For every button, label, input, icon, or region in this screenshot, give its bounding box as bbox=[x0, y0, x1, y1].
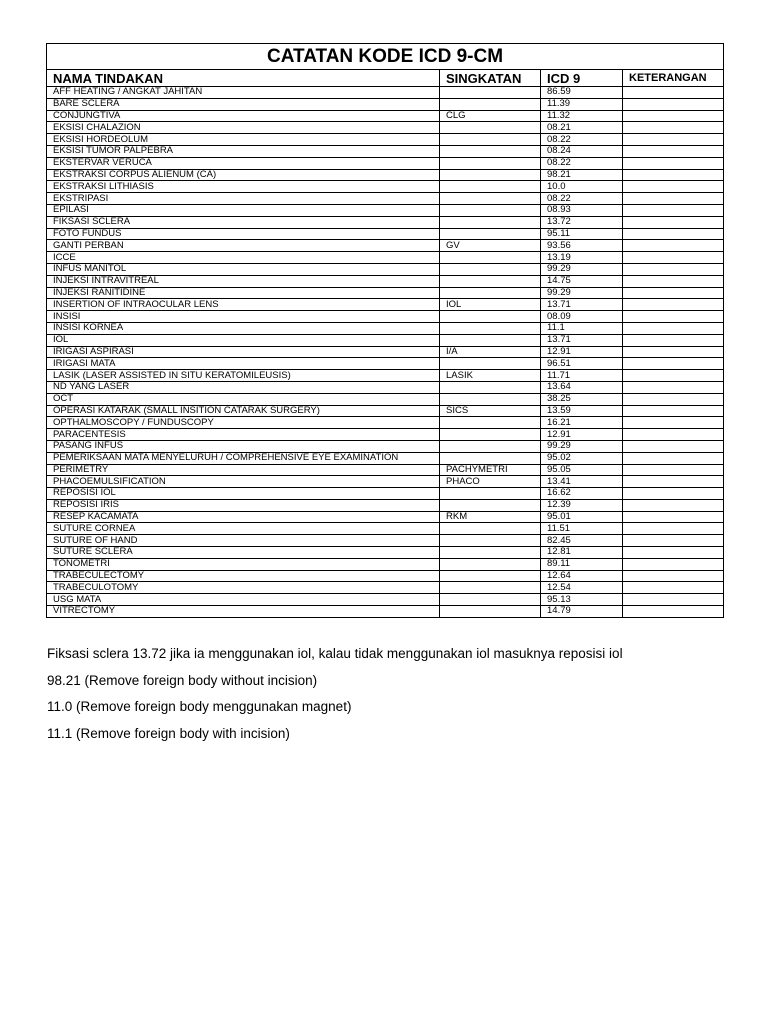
cell-nama-tindakan: PARACENTESIS bbox=[47, 429, 440, 441]
table-row bbox=[47, 452, 724, 464]
table-row bbox=[47, 523, 724, 535]
table-row bbox=[47, 204, 724, 216]
cell-icd9: 13.64 bbox=[541, 381, 623, 393]
cell-keterangan bbox=[623, 381, 724, 393]
table-row bbox=[47, 594, 724, 606]
cell-nama-tindakan: INSISI KORNEA bbox=[47, 322, 440, 334]
cell-keterangan bbox=[623, 204, 724, 216]
table-header-row bbox=[47, 70, 724, 87]
cell-nama-tindakan: REPOSISI IRIS bbox=[47, 499, 440, 511]
cell-singkatan bbox=[440, 252, 541, 264]
cell-singkatan bbox=[440, 87, 541, 99]
cell-nama-tindakan: PEMERIKSAAN MATA MENYELURUH / COMPREHENSIVE EYE EXAMINATION bbox=[47, 452, 440, 464]
cell-icd9: 13.72 bbox=[541, 216, 623, 228]
cell-keterangan bbox=[623, 275, 724, 287]
cell-singkatan bbox=[440, 145, 541, 157]
cell-nama-tindakan: USG MATA bbox=[47, 594, 440, 606]
table-row bbox=[47, 488, 724, 500]
cell-singkatan bbox=[440, 558, 541, 570]
cell-icd9: 95.01 bbox=[541, 511, 623, 523]
cell-icd9: 12.81 bbox=[541, 547, 623, 559]
cell-icd9: 16.21 bbox=[541, 417, 623, 429]
column-header-keterangan: KETERANGAN bbox=[623, 70, 724, 87]
cell-icd9: 13.71 bbox=[541, 299, 623, 311]
cell-keterangan bbox=[623, 87, 724, 99]
cell-nama-tindakan: SUTURE SCLERA bbox=[47, 547, 440, 559]
cell-singkatan bbox=[440, 499, 541, 511]
cell-icd9: 93.56 bbox=[541, 240, 623, 252]
cell-singkatan bbox=[440, 452, 541, 464]
cell-singkatan bbox=[440, 287, 541, 299]
cell-icd9: 86.59 bbox=[541, 87, 623, 99]
cell-singkatan bbox=[440, 417, 541, 429]
table-row bbox=[47, 499, 724, 511]
table-row bbox=[47, 417, 724, 429]
table-row bbox=[47, 570, 724, 582]
cell-singkatan bbox=[440, 122, 541, 134]
cell-icd9: 13.71 bbox=[541, 334, 623, 346]
table-row bbox=[47, 429, 724, 441]
cell-keterangan bbox=[623, 311, 724, 323]
cell-singkatan bbox=[440, 228, 541, 240]
cell-nama-tindakan: OPTHALMOSCOPY / FUNDUSCOPY bbox=[47, 417, 440, 429]
cell-nama-tindakan: INSERTION OF INTRAOCULAR LENS bbox=[47, 299, 440, 311]
table-row bbox=[47, 547, 724, 559]
cell-singkatan bbox=[440, 393, 541, 405]
table-row bbox=[47, 134, 724, 146]
cell-nama-tindakan: IRIGASI MATA bbox=[47, 358, 440, 370]
cell-keterangan bbox=[623, 405, 724, 417]
cell-keterangan bbox=[623, 145, 724, 157]
cell-singkatan bbox=[440, 169, 541, 181]
cell-icd9: 13.59 bbox=[541, 405, 623, 417]
table-row bbox=[47, 98, 724, 110]
cell-keterangan bbox=[623, 334, 724, 346]
cell-singkatan bbox=[440, 535, 541, 547]
cell-singkatan bbox=[440, 547, 541, 559]
table-row bbox=[47, 582, 724, 594]
cell-singkatan: LASIK bbox=[440, 370, 541, 382]
cell-nama-tindakan: SUTURE OF HAND bbox=[47, 535, 440, 547]
cell-icd9: 96.51 bbox=[541, 358, 623, 370]
cell-keterangan bbox=[623, 228, 724, 240]
cell-icd9: 13.41 bbox=[541, 476, 623, 488]
cell-icd9: 38.25 bbox=[541, 393, 623, 405]
table-row bbox=[47, 381, 724, 393]
cell-singkatan bbox=[440, 263, 541, 275]
cell-keterangan bbox=[623, 193, 724, 205]
cell-nama-tindakan: AFF HEATING / ANGKAT JAHITAN bbox=[47, 87, 440, 99]
cell-keterangan bbox=[623, 523, 724, 535]
table-row bbox=[47, 370, 724, 382]
cell-keterangan bbox=[623, 287, 724, 299]
cell-keterangan bbox=[623, 606, 724, 618]
cell-icd9: 08.09 bbox=[541, 311, 623, 323]
cell-icd9: 12.64 bbox=[541, 570, 623, 582]
column-header-singkatan: SINGKATAN bbox=[440, 70, 541, 87]
table-row bbox=[47, 287, 724, 299]
table-row bbox=[47, 228, 724, 240]
cell-singkatan bbox=[440, 358, 541, 370]
column-header-nama-tindakan: NAMA TINDAKAN bbox=[47, 70, 440, 87]
cell-singkatan: SICS bbox=[440, 405, 541, 417]
cell-singkatan bbox=[440, 134, 541, 146]
cell-keterangan bbox=[623, 547, 724, 559]
cell-keterangan bbox=[623, 570, 724, 582]
table-row bbox=[47, 216, 724, 228]
table-row bbox=[47, 440, 724, 452]
table-row bbox=[47, 511, 724, 523]
cell-nama-tindakan: INFUS MANITOL bbox=[47, 263, 440, 275]
cell-icd9: 11.51 bbox=[541, 523, 623, 535]
cell-singkatan: PHACO bbox=[440, 476, 541, 488]
note-fiksasi-sclera: Fiksasi sclera 13.72 jika ia menggunakan iol, kalau tidak menggunakan iol masuknya reposisi iol bbox=[47, 646, 623, 661]
cell-singkatan bbox=[440, 311, 541, 323]
note-98-21: 98.21 (Remove foreign body without incision) bbox=[47, 672, 318, 688]
table-row bbox=[47, 476, 724, 488]
cell-keterangan bbox=[623, 263, 724, 275]
cell-nama-tindakan: ICCE bbox=[47, 252, 440, 264]
table-row bbox=[47, 122, 724, 134]
cell-icd9: 12.39 bbox=[541, 499, 623, 511]
cell-nama-tindakan: PASANG INFUS bbox=[47, 440, 440, 452]
cell-singkatan bbox=[440, 334, 541, 346]
table-row bbox=[47, 87, 724, 99]
cell-keterangan bbox=[623, 157, 724, 169]
cell-nama-tindakan: INJEKSI INTRAVITREAL bbox=[47, 275, 440, 287]
cell-icd9: 12.91 bbox=[541, 429, 623, 441]
cell-singkatan bbox=[440, 381, 541, 393]
cell-nama-tindakan: FOTO FUNDUS bbox=[47, 228, 440, 240]
cell-icd9: 95.13 bbox=[541, 594, 623, 606]
cell-nama-tindakan: PHACOEMULSIFICATION bbox=[47, 476, 440, 488]
cell-keterangan bbox=[623, 558, 724, 570]
table-row bbox=[47, 193, 724, 205]
table-row bbox=[47, 334, 724, 346]
cell-nama-tindakan: GANTI PERBAN bbox=[47, 240, 440, 252]
cell-icd9: 08.22 bbox=[541, 134, 623, 146]
cell-nama-tindakan: EKSISI TUMOR PALPEBRA bbox=[47, 145, 440, 157]
cell-nama-tindakan: IRIGASI ASPIRASI bbox=[47, 346, 440, 358]
cell-icd9: 82.45 bbox=[541, 535, 623, 547]
table-row bbox=[47, 110, 724, 122]
cell-keterangan bbox=[623, 499, 724, 511]
cell-icd9: 08.21 bbox=[541, 122, 623, 134]
cell-singkatan bbox=[440, 157, 541, 169]
cell-singkatan bbox=[440, 440, 541, 452]
cell-icd9: 99.29 bbox=[541, 287, 623, 299]
cell-icd9: 95.05 bbox=[541, 464, 623, 476]
cell-icd9: 89.11 bbox=[541, 558, 623, 570]
table-row bbox=[47, 393, 724, 405]
cell-icd9: 99.29 bbox=[541, 440, 623, 452]
table-row bbox=[47, 464, 724, 476]
cell-icd9: 99.29 bbox=[541, 263, 623, 275]
cell-singkatan bbox=[440, 570, 541, 582]
cell-icd9: 95.11 bbox=[541, 228, 623, 240]
cell-icd9: 98.21 bbox=[541, 169, 623, 181]
cell-nama-tindakan: ND YANG LASER bbox=[47, 381, 440, 393]
cell-keterangan bbox=[623, 134, 724, 146]
cell-nama-tindakan: EKSISI HORDEOLUM bbox=[47, 134, 440, 146]
note-11-0: 11.0 (Remove foreign body menggunakan magnet) bbox=[47, 699, 352, 714]
cell-icd9: 11.32 bbox=[541, 110, 623, 122]
cell-icd9: 11.1 bbox=[541, 322, 623, 334]
cell-keterangan bbox=[623, 393, 724, 405]
table-row bbox=[47, 169, 724, 181]
cell-keterangan bbox=[623, 594, 724, 606]
cell-icd9: 14.75 bbox=[541, 275, 623, 287]
cell-keterangan bbox=[623, 452, 724, 464]
cell-keterangan bbox=[623, 169, 724, 181]
cell-singkatan bbox=[440, 193, 541, 205]
cell-nama-tindakan: REPOSISI IOL bbox=[47, 488, 440, 500]
cell-keterangan bbox=[623, 181, 724, 193]
cell-keterangan bbox=[623, 358, 724, 370]
cell-icd9: 13.19 bbox=[541, 252, 623, 264]
table-row bbox=[47, 606, 724, 618]
cell-icd9: 95.02 bbox=[541, 452, 623, 464]
cell-keterangan bbox=[623, 110, 724, 122]
icd-document bbox=[46, 43, 723, 618]
notes-section bbox=[47, 641, 737, 747]
cell-nama-tindakan: VITRECTOMY bbox=[47, 606, 440, 618]
cell-nama-tindakan: TONOMETRI bbox=[47, 558, 440, 570]
table-row bbox=[47, 535, 724, 547]
cell-keterangan bbox=[623, 511, 724, 523]
cell-icd9: 08.22 bbox=[541, 193, 623, 205]
cell-icd9: 11.39 bbox=[541, 98, 623, 110]
table-row bbox=[47, 311, 724, 323]
cell-singkatan bbox=[440, 275, 541, 287]
cell-nama-tindakan: OPERASI KATARAK (SMALL INSITION CATARAK SURGERY) bbox=[47, 405, 440, 417]
table-row bbox=[47, 299, 724, 311]
cell-singkatan bbox=[440, 582, 541, 594]
table-row bbox=[47, 275, 724, 287]
cell-singkatan bbox=[440, 523, 541, 535]
cell-nama-tindakan: CONJUNGTIVA bbox=[47, 110, 440, 122]
cell-nama-tindakan: OCT bbox=[47, 393, 440, 405]
table-body bbox=[47, 87, 724, 618]
cell-singkatan: PACHYMETRI bbox=[440, 464, 541, 476]
cell-icd9: 14.79 bbox=[541, 606, 623, 618]
cell-singkatan bbox=[440, 216, 541, 228]
cell-singkatan bbox=[440, 181, 541, 193]
table-row bbox=[47, 252, 724, 264]
cell-singkatan: GV bbox=[440, 240, 541, 252]
cell-nama-tindakan: PERIMETRY bbox=[47, 464, 440, 476]
cell-singkatan: I/A bbox=[440, 346, 541, 358]
table-row bbox=[47, 405, 724, 417]
cell-keterangan bbox=[623, 417, 724, 429]
cell-keterangan bbox=[623, 440, 724, 452]
table-row bbox=[47, 322, 724, 334]
note-11-1: 11.1 (Remove foreign body with incision) bbox=[47, 725, 290, 741]
cell-singkatan: CLG bbox=[440, 110, 541, 122]
cell-singkatan bbox=[440, 594, 541, 606]
cell-nama-tindakan: SUTURE CORNEA bbox=[47, 523, 440, 535]
cell-singkatan bbox=[440, 204, 541, 216]
cell-nama-tindakan: TRABECULECTOMY bbox=[47, 570, 440, 582]
cell-keterangan bbox=[623, 240, 724, 252]
cell-keterangan bbox=[623, 464, 724, 476]
cell-nama-tindakan: EKSTRAKSI LITHIASIS bbox=[47, 181, 440, 193]
cell-icd9: 08.24 bbox=[541, 145, 623, 157]
cell-icd9: 12.54 bbox=[541, 582, 623, 594]
cell-keterangan bbox=[623, 370, 724, 382]
table-row bbox=[47, 240, 724, 252]
table-row bbox=[47, 181, 724, 193]
cell-icd9: 12.91 bbox=[541, 346, 623, 358]
cell-nama-tindakan: BARE SCLERA bbox=[47, 98, 440, 110]
cell-nama-tindakan: RESEP KACAMATA bbox=[47, 511, 440, 523]
cell-nama-tindakan: EKSTERVAR VERUCA bbox=[47, 157, 440, 169]
cell-nama-tindakan: FIKSASI SCLERA bbox=[47, 216, 440, 228]
cell-singkatan bbox=[440, 606, 541, 618]
cell-icd9: 16.62 bbox=[541, 488, 623, 500]
cell-icd9: 10.0 bbox=[541, 181, 623, 193]
cell-keterangan bbox=[623, 322, 724, 334]
cell-singkatan bbox=[440, 98, 541, 110]
cell-keterangan bbox=[623, 122, 724, 134]
cell-icd9: 11.71 bbox=[541, 370, 623, 382]
column-header-icd9: ICD 9 bbox=[541, 70, 623, 87]
cell-singkatan bbox=[440, 429, 541, 441]
cell-keterangan bbox=[623, 476, 724, 488]
cell-nama-tindakan: EPILASI bbox=[47, 204, 440, 216]
cell-nama-tindakan: INSISI bbox=[47, 311, 440, 323]
cell-nama-tindakan: EKSTRAKSI CORPUS ALIENUM (CA) bbox=[47, 169, 440, 181]
table-row bbox=[47, 358, 724, 370]
cell-nama-tindakan: IOL bbox=[47, 334, 440, 346]
cell-singkatan bbox=[440, 488, 541, 500]
table-row bbox=[47, 157, 724, 169]
cell-keterangan bbox=[623, 299, 724, 311]
table-row bbox=[47, 346, 724, 358]
cell-singkatan bbox=[440, 322, 541, 334]
cell-keterangan bbox=[623, 429, 724, 441]
cell-keterangan bbox=[623, 346, 724, 358]
cell-keterangan bbox=[623, 252, 724, 264]
cell-keterangan bbox=[623, 98, 724, 110]
cell-nama-tindakan: LASIK (LASER ASSISTED IN SITU KERATOMILEUSIS) bbox=[47, 370, 440, 382]
cell-singkatan: RKM bbox=[440, 511, 541, 523]
page-title: CATATAN KODE ICD 9-CM bbox=[47, 44, 724, 70]
table-row bbox=[47, 145, 724, 157]
cell-icd9: 08.93 bbox=[541, 204, 623, 216]
cell-nama-tindakan: EKSTRIPASI bbox=[47, 193, 440, 205]
cell-nama-tindakan: INJEKSI RANITIDINE bbox=[47, 287, 440, 299]
cell-nama-tindakan: TRABECULOTOMY bbox=[47, 582, 440, 594]
table-row bbox=[47, 263, 724, 275]
cell-keterangan bbox=[623, 216, 724, 228]
cell-keterangan bbox=[623, 488, 724, 500]
table-row bbox=[47, 558, 724, 570]
cell-singkatan: IOL bbox=[440, 299, 541, 311]
cell-keterangan bbox=[623, 535, 724, 547]
cell-nama-tindakan: EKSISI CHALAZION bbox=[47, 122, 440, 134]
icd-table bbox=[46, 43, 724, 618]
cell-keterangan bbox=[623, 582, 724, 594]
cell-icd9: 08.22 bbox=[541, 157, 623, 169]
